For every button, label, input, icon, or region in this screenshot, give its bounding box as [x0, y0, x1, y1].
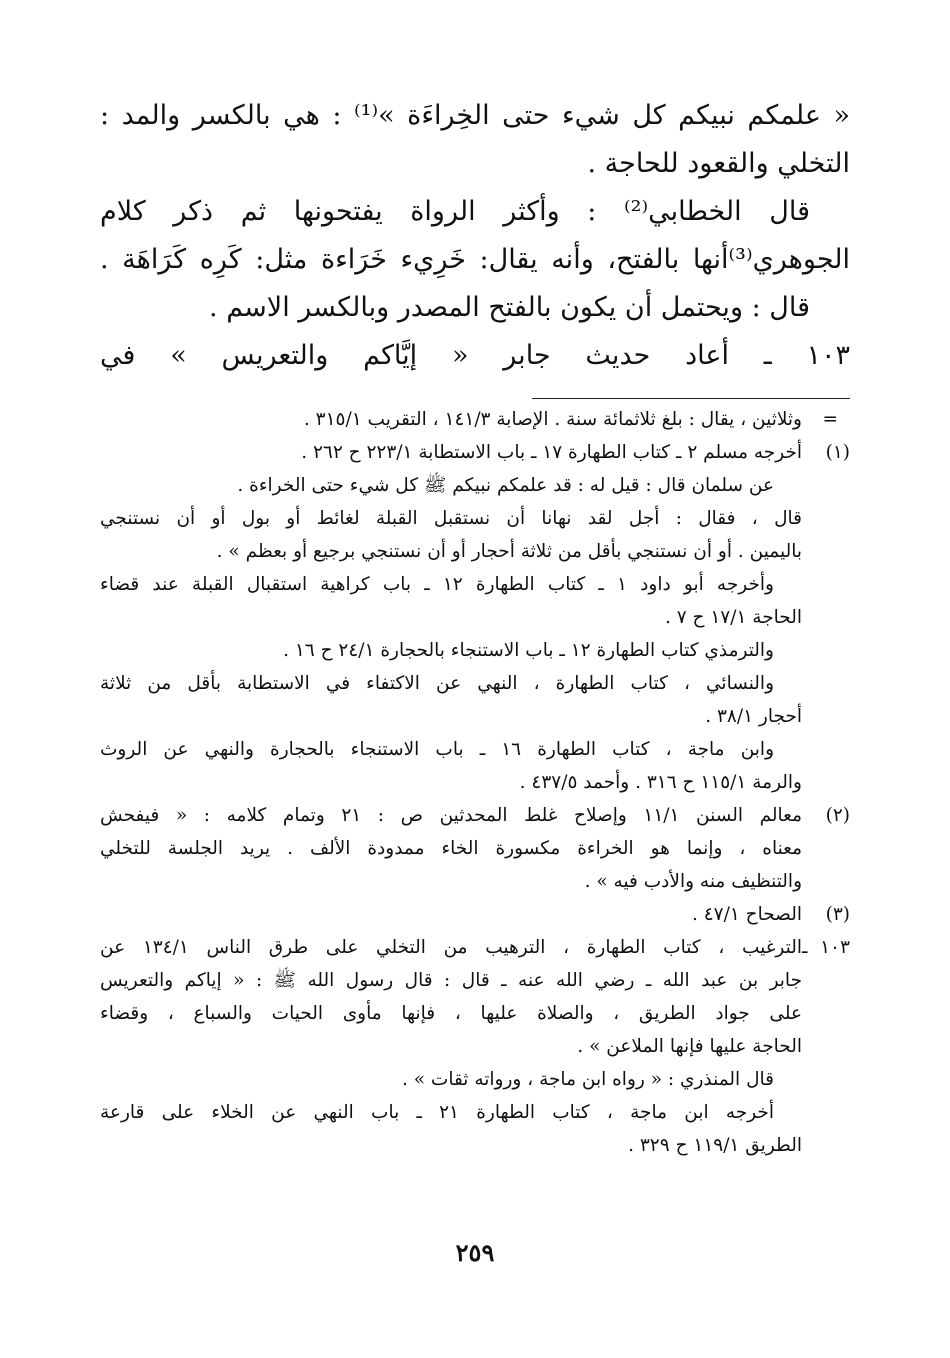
footnote-line: والنسائي ، كتاب الطهارة ، النهي عن الاكتفاء في الاستطابة بأقل من ثلاثة	[100, 673, 774, 694]
footnote-text: الترغيب ، كتاب الطهارة ، الترهيب من التخلي على طرق الناس ١٣٤/١ عن	[100, 937, 802, 958]
footnote-3	[100, 898, 850, 931]
footnote-line: باليمين . أو أن نستنجي بأقل من ثلاثة أحجار أو أن نستنجي برجيع أو بعظم » .	[216, 541, 802, 562]
footnote-line: على جواد الطريق ، والصلاة عليها ، فإنها مأوى الحيات والسباع ، وقضاء	[100, 1003, 802, 1024]
main-text	[100, 92, 850, 380]
footnote-text: وثلاثين ، يقال : بلغ ثلاثمائة سنة . الإصابة ١٤١/٣ ، التقريب ٣١٥/١ .	[303, 409, 802, 430]
note-number: ١٠٣ ـ	[801, 937, 850, 958]
main-line: قال الخطابي⁽²⁾ : وأكثر الرواة يفتحونها ثم ذكر كلام	[100, 196, 811, 227]
footnote-line: معناه ، وإنما هو الخراءة مكسورة الخاء ممدودة الألف . يريد الجلسة للتخلي	[100, 838, 802, 859]
main-line: ١٠٣ ـ أعاد حديث جابر « إيَّاكم والتعريس » في	[100, 340, 850, 371]
footnote-line: الحاجة عليها فإنها الملاعن » .	[577, 1036, 802, 1057]
footnote-line: جابر بن عبد الله ـ رضي الله عنه ـ قال : قال رسول الله ﷺ : « إياكم والتعريس	[100, 970, 802, 991]
main-line: الجوهري⁽³⁾أنها بالفتح، وأنه يقال: خَرِيء خَرَاءة مثل: كَرِه كَرَاهَة .	[100, 244, 850, 275]
footnote-number: (١)	[825, 442, 850, 463]
footnote-1	[100, 436, 850, 469]
footnote-line: والترمذي كتاب الطهارة ١٢ ـ باب الاستنجاء بالحجارة ٢٤/١ ح ١٦ .	[283, 640, 774, 661]
footnote-text: الصحاح ٤٧/١ .	[691, 904, 802, 925]
main-line: قال : ويحتمل أن يكون بالفتح المصدر وبالكسر الاسم .	[209, 292, 810, 323]
footnote-line: الحاجة ١٧/١ ح ٧ .	[664, 607, 802, 628]
main-line: « علمكم نبيكم كل شيء حتى الخِراءَة »⁽¹⁾ : هي بالكسر والمد :	[100, 100, 850, 131]
footnote-line: والرمة ١١٥/١ ح ٣١٦ . وأحمد ٤٣٧/٥ .	[519, 772, 802, 793]
footnote-line: وابن ماجة ، كتاب الطهارة ١٦ ـ باب الاستنجاء بالحجارة والنهي عن الروث	[100, 739, 775, 760]
page-number: ٢٥٩	[455, 1238, 495, 1267]
footnotes	[100, 403, 850, 1162]
footnote-number: (٢)	[825, 805, 850, 826]
footnote-line: أحجار ٣٨/١ .	[705, 706, 802, 727]
footnote-2	[100, 799, 850, 832]
continuation-mark: =	[822, 409, 838, 430]
note-103	[100, 931, 850, 964]
footnote-line: الطريق ١١٩/١ ح ٣٢٩ .	[628, 1135, 802, 1156]
footnote-line: والتنظيف منه والأدب فيه » .	[584, 871, 802, 892]
footnote-line: وأخرجه أبو داود ١ ـ كتاب الطهارة ١٢ ـ باب كراهية استقبال القبلة عند قضاء	[100, 574, 774, 595]
footnote-text: أخرجه مسلم ٢ ـ كتاب الطهارة ١٧ ـ باب الاستطابة ٢٢٣/١ ح ٢٦٢ .	[301, 442, 802, 463]
footnote-line: قال ، فقال : أجل لقد نهانا أن نستقبل القبلة لغائط أو بول أو أن نستنجي	[100, 508, 802, 529]
main-line: التخلي والقعود للحاجة .	[587, 148, 850, 179]
footnote-separator	[532, 398, 850, 399]
footnote-continuation	[100, 403, 850, 436]
footnote-text: معالم السنن ١١/١ وإصلاح غلط المحدثين ص : ٢١ وتمام كلامه : « فيفحش	[100, 805, 802, 826]
footnote-line: قال المنذري : « رواه ابن ماجة ، ورواته ثقات » .	[401, 1069, 774, 1090]
footnote-line: عن سلمان قال : قيل له : قد علمكم نبيكم ﷺ كل شيء حتى الخراءة .	[237, 475, 774, 496]
footnote-line: أخرجه ابن ماجة ، كتاب الطهارة ٢١ ـ باب النهي عن الخلاء على قارعة	[100, 1102, 774, 1123]
footnote-number: (٣)	[825, 904, 850, 925]
